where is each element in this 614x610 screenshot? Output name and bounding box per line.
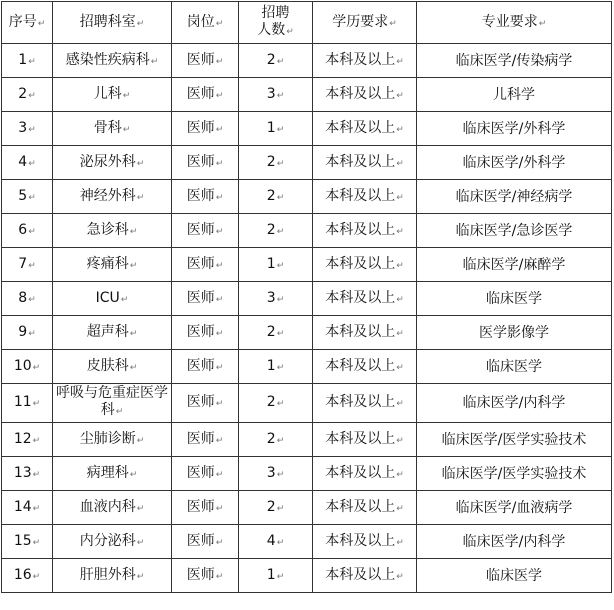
cell-edu: 本科及以上↵ [313, 248, 417, 282]
cell-post: 医师↵ [172, 146, 239, 180]
cell-no: 3↵ [2, 112, 53, 146]
cell-count: 2↵ [239, 316, 313, 350]
cell-dept: 呼吸与危重症医学科↵ [53, 384, 172, 423]
cell-edu: 本科及以上↵ [313, 525, 417, 559]
table-row [2, 423, 612, 457]
cell-dept: 血液内科↵ [53, 491, 172, 525]
cell-count: 1↵ [239, 248, 313, 282]
cell-edu: 本科及以上↵ [313, 350, 417, 384]
table-row [2, 180, 612, 214]
cell-dept: 肝胆外科↵ [53, 559, 172, 593]
cell-major: 临床医学/急诊医学 [417, 214, 612, 248]
cell-count: 2↵ [239, 180, 313, 214]
cell-no: 16↵ [2, 559, 53, 593]
cell-edu: 本科及以上↵ [313, 78, 417, 112]
cell-dept: 疼痛科↵ [53, 248, 172, 282]
cell-major: 临床医学/麻醉学 [417, 248, 612, 282]
cell-major: 临床医学/传染病学 [417, 44, 612, 78]
cell-no: 14↵ [2, 491, 53, 525]
cell-post: 医师↵ [172, 112, 239, 146]
cell-dept: 尘肺诊断↵ [53, 423, 172, 457]
cell-no: 10↵ [2, 350, 53, 384]
table-row [2, 112, 612, 146]
cell-post: 医师↵ [172, 525, 239, 559]
cell-major: 临床医学/医学实验技术 [417, 457, 612, 491]
cell-major: 临床医学/医学实验技术 [417, 423, 612, 457]
cell-major: 临床医学/外科学 [417, 146, 612, 180]
recruitment-table [1, 1, 612, 593]
cell-count: 2↵ [239, 384, 313, 423]
cell-dept: ICU↵ [53, 282, 172, 316]
header-edu: 学历要求↵ [313, 2, 417, 44]
cell-major: 临床医学 [417, 350, 612, 384]
cell-edu: 本科及以上↵ [313, 44, 417, 78]
table-row [2, 350, 612, 384]
cell-dept: 内分泌科↵ [53, 525, 172, 559]
cell-post: 医师↵ [172, 248, 239, 282]
cell-count: 2↵ [239, 491, 313, 525]
cell-edu: 本科及以上↵ [313, 112, 417, 146]
cell-count: 2↵ [239, 214, 313, 248]
table-row [2, 44, 612, 78]
cell-edu: 本科及以上↵ [313, 491, 417, 525]
table-row [2, 248, 612, 282]
cell-edu: 本科及以上↵ [313, 146, 417, 180]
cell-dept: 感染性疾病科↵ [53, 44, 172, 78]
cell-count: 3↵ [239, 282, 313, 316]
cell-major: 临床医学 [417, 559, 612, 593]
cell-edu: 本科及以上↵ [313, 282, 417, 316]
cell-no: 15↵ [2, 525, 53, 559]
cell-count: 3↵ [239, 457, 313, 491]
cell-dept: 皮肤科↵ [53, 350, 172, 384]
cell-post: 医师↵ [172, 44, 239, 78]
cell-no: 4↵ [2, 146, 53, 180]
header-dept: 招聘科室↵ [53, 2, 172, 44]
cell-major: 临床医学/内科学 [417, 384, 612, 423]
header-post: 岗位↵ [172, 2, 239, 44]
cell-dept: 泌尿外科↵ [53, 146, 172, 180]
cell-post: 医师↵ [172, 423, 239, 457]
header-row [2, 2, 612, 44]
cell-post: 医师↵ [172, 316, 239, 350]
cell-dept: 儿科↵ [53, 78, 172, 112]
cell-major: 儿科学 [417, 78, 612, 112]
cell-count: 1↵ [239, 350, 313, 384]
cell-major: 临床医学/血液病学 [417, 491, 612, 525]
cell-post: 医师↵ [172, 559, 239, 593]
table-row [2, 316, 612, 350]
cell-major: 医学影像学 [417, 316, 612, 350]
cell-post: 医师↵ [172, 214, 239, 248]
cell-post: 医师↵ [172, 491, 239, 525]
cell-dept: 超声科↵ [53, 316, 172, 350]
table-row [2, 559, 612, 593]
cell-no: 5↵ [2, 180, 53, 214]
cell-post: 医师↵ [172, 78, 239, 112]
table-row [2, 214, 612, 248]
cell-edu: 本科及以上↵ [313, 316, 417, 350]
table-row [2, 282, 612, 316]
table-row [2, 525, 612, 559]
cell-edu: 本科及以上↵ [313, 559, 417, 593]
cell-no: 7↵ [2, 248, 53, 282]
cell-major: 临床医学/内科学 [417, 525, 612, 559]
cell-major: 临床医学/神经病学 [417, 180, 612, 214]
cell-no: 11↵ [2, 384, 53, 423]
table-row [2, 146, 612, 180]
table-row [2, 78, 612, 112]
cell-post: 医师↵ [172, 384, 239, 423]
table-row [2, 457, 612, 491]
header-major: 专业要求↵ [417, 2, 612, 44]
cell-dept: 病理科↵ [53, 457, 172, 491]
cell-no: 9↵ [2, 316, 53, 350]
cell-edu: 本科及以上↵ [313, 423, 417, 457]
header-no: 序号↵ [2, 2, 53, 44]
cell-edu: 本科及以上↵ [313, 384, 417, 423]
cell-dept: 急诊科↵ [53, 214, 172, 248]
cell-edu: 本科及以上↵ [313, 214, 417, 248]
cell-no: 8↵ [2, 282, 53, 316]
cell-no: 1↵ [2, 44, 53, 78]
header-count: 招聘 人数↵ [239, 2, 313, 44]
cell-count: 2↵ [239, 44, 313, 78]
cell-post: 医师↵ [172, 180, 239, 214]
cell-major: 临床医学/外科学 [417, 112, 612, 146]
cell-no: 12↵ [2, 423, 53, 457]
cell-no: 6↵ [2, 214, 53, 248]
cell-major: 临床医学 [417, 282, 612, 316]
cell-no: 13↵ [2, 457, 53, 491]
cell-post: 医师↵ [172, 350, 239, 384]
cell-count: 4↵ [239, 525, 313, 559]
cell-dept: 骨科↵ [53, 112, 172, 146]
table-row [2, 384, 612, 423]
cell-dept: 神经外科↵ [53, 180, 172, 214]
cell-count: 2↵ [239, 146, 313, 180]
cell-count: 1↵ [239, 559, 313, 593]
cell-post: 医师↵ [172, 282, 239, 316]
cell-count: 2↵ [239, 423, 313, 457]
cell-count: 1↵ [239, 112, 313, 146]
cell-edu: 本科及以上↵ [313, 180, 417, 214]
cell-no: 2↵ [2, 78, 53, 112]
cell-edu: 本科及以上↵ [313, 457, 417, 491]
table-row [2, 491, 612, 525]
cell-post: 医师↵ [172, 457, 239, 491]
cell-count: 3↵ [239, 78, 313, 112]
